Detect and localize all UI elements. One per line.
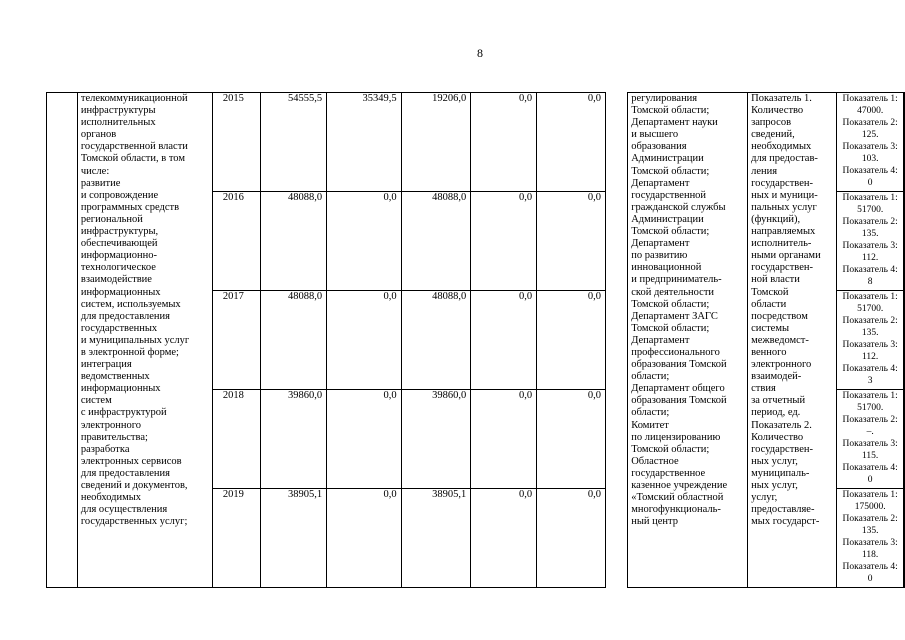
indicator-names-cell: Показатель 1. Количество запросов сведений, необходимых для предостав- ления государствен- ных и муници- пальных услуг (функций), направляемых исполнитель- ными органами государствен- ной власти Томской области посредством системы межведомст- венного электронного взаимодей- ствия за отчетный период, ед. Показатель 2. Количество государствен- ных услуг, муниципаль- ных услуг, услуг, предоставляе- мых государст-	[748, 93, 837, 588]
year-cell: 2018	[212, 390, 260, 489]
indicator-values-cell: Показатель 1: 51700. Показатель 2: –. Показатель 3: 115. Показатель 4: 0	[837, 390, 904, 489]
index-cell	[47, 93, 78, 588]
total-cell: 54555,5	[261, 93, 327, 192]
municipal-cell: 0,0	[471, 489, 537, 588]
municipal-cell: 0,0	[471, 291, 537, 390]
municipal-cell: 0,0	[471, 93, 537, 192]
total-cell: 48088,0	[261, 192, 327, 291]
total-cell: 48088,0	[261, 291, 327, 390]
regional-cell: 19206,0	[401, 93, 471, 192]
regional-cell: 48088,0	[401, 192, 471, 291]
indicator-values-cell: Показатель 1: 47000. Показатель 2: 125. Показатель 3: 103. Показатель 4: 0	[837, 93, 904, 192]
regional-cell: 38905,1	[401, 489, 471, 588]
regional-cell: 39860,0	[401, 390, 471, 489]
federal-cell: 0,0	[327, 291, 401, 390]
executors-cell: регулирования Томской области; Департамент науки и высшего образования Администрации Томской области; Департамент государственной гражданской службы Администрации Томской области; Департамент по развитию инновационной и предприниматель- ской деятельности Томской области; Департамент ЗАГС Томской области; Департамент профессионального образования Томской области; Департамент общего образования Томской области; Комитет по лицензированию Томской области; Областное государственное казенное учреждение «Томский областной многофункциональ- ный центр	[628, 93, 748, 588]
federal-cell: 35349,5	[327, 93, 401, 192]
year-cell: 2015	[212, 93, 260, 192]
indicator-values-cell: Показатель 1: 51700. Показатель 2: 135. Показатель 3: 112. Показатель 4: 8	[837, 192, 904, 291]
federal-cell: 0,0	[327, 390, 401, 489]
other-cell: 0,0	[537, 390, 606, 489]
other-cell: 0,0	[537, 489, 606, 588]
total-cell: 38905,1	[261, 489, 327, 588]
page-number: 8	[477, 46, 483, 60]
year-cell: 2019	[212, 489, 260, 588]
spacer-cell	[605, 93, 627, 588]
description-cell: телекоммуникационной инфраструктуры исполнительных органов государственной власти Томской области, в том числе: развитие и сопровождение программных средств региональной инфраструктуры, обеспечивающей информационно- технологическое взаимодействие информационных систем, используемых для предоставления государственных и муниципальных услуг в электронной форме; интеграция ведомственных информационных систем с инфраструктурой электронного правительства; разработка электронных сервисов для предоставления сведений и документов, необходимых для осуществления государственных услуг;	[77, 93, 212, 588]
indicator-values-cell: Показатель 1: 51700. Показатель 2: 135. Показатель 3: 112. Показатель 4: 3	[837, 291, 904, 390]
federal-cell: 0,0	[327, 192, 401, 291]
program-table	[46, 92, 905, 588]
other-cell: 0,0	[537, 291, 606, 390]
regional-cell: 48088,0	[401, 291, 471, 390]
municipal-cell: 0,0	[471, 192, 537, 291]
indicator-values-cell: Показатель 1: 175000. Показатель 2: 135. Показатель 3: 118. Показатель 4: 0	[837, 489, 904, 588]
year-cell: 2017	[212, 291, 260, 390]
year-cell: 2016	[212, 192, 260, 291]
other-cell: 0,0	[537, 93, 606, 192]
other-cell: 0,0	[537, 192, 606, 291]
municipal-cell: 0,0	[471, 390, 537, 489]
federal-cell: 0,0	[327, 489, 401, 588]
total-cell: 39860,0	[261, 390, 327, 489]
table-row	[47, 93, 905, 192]
